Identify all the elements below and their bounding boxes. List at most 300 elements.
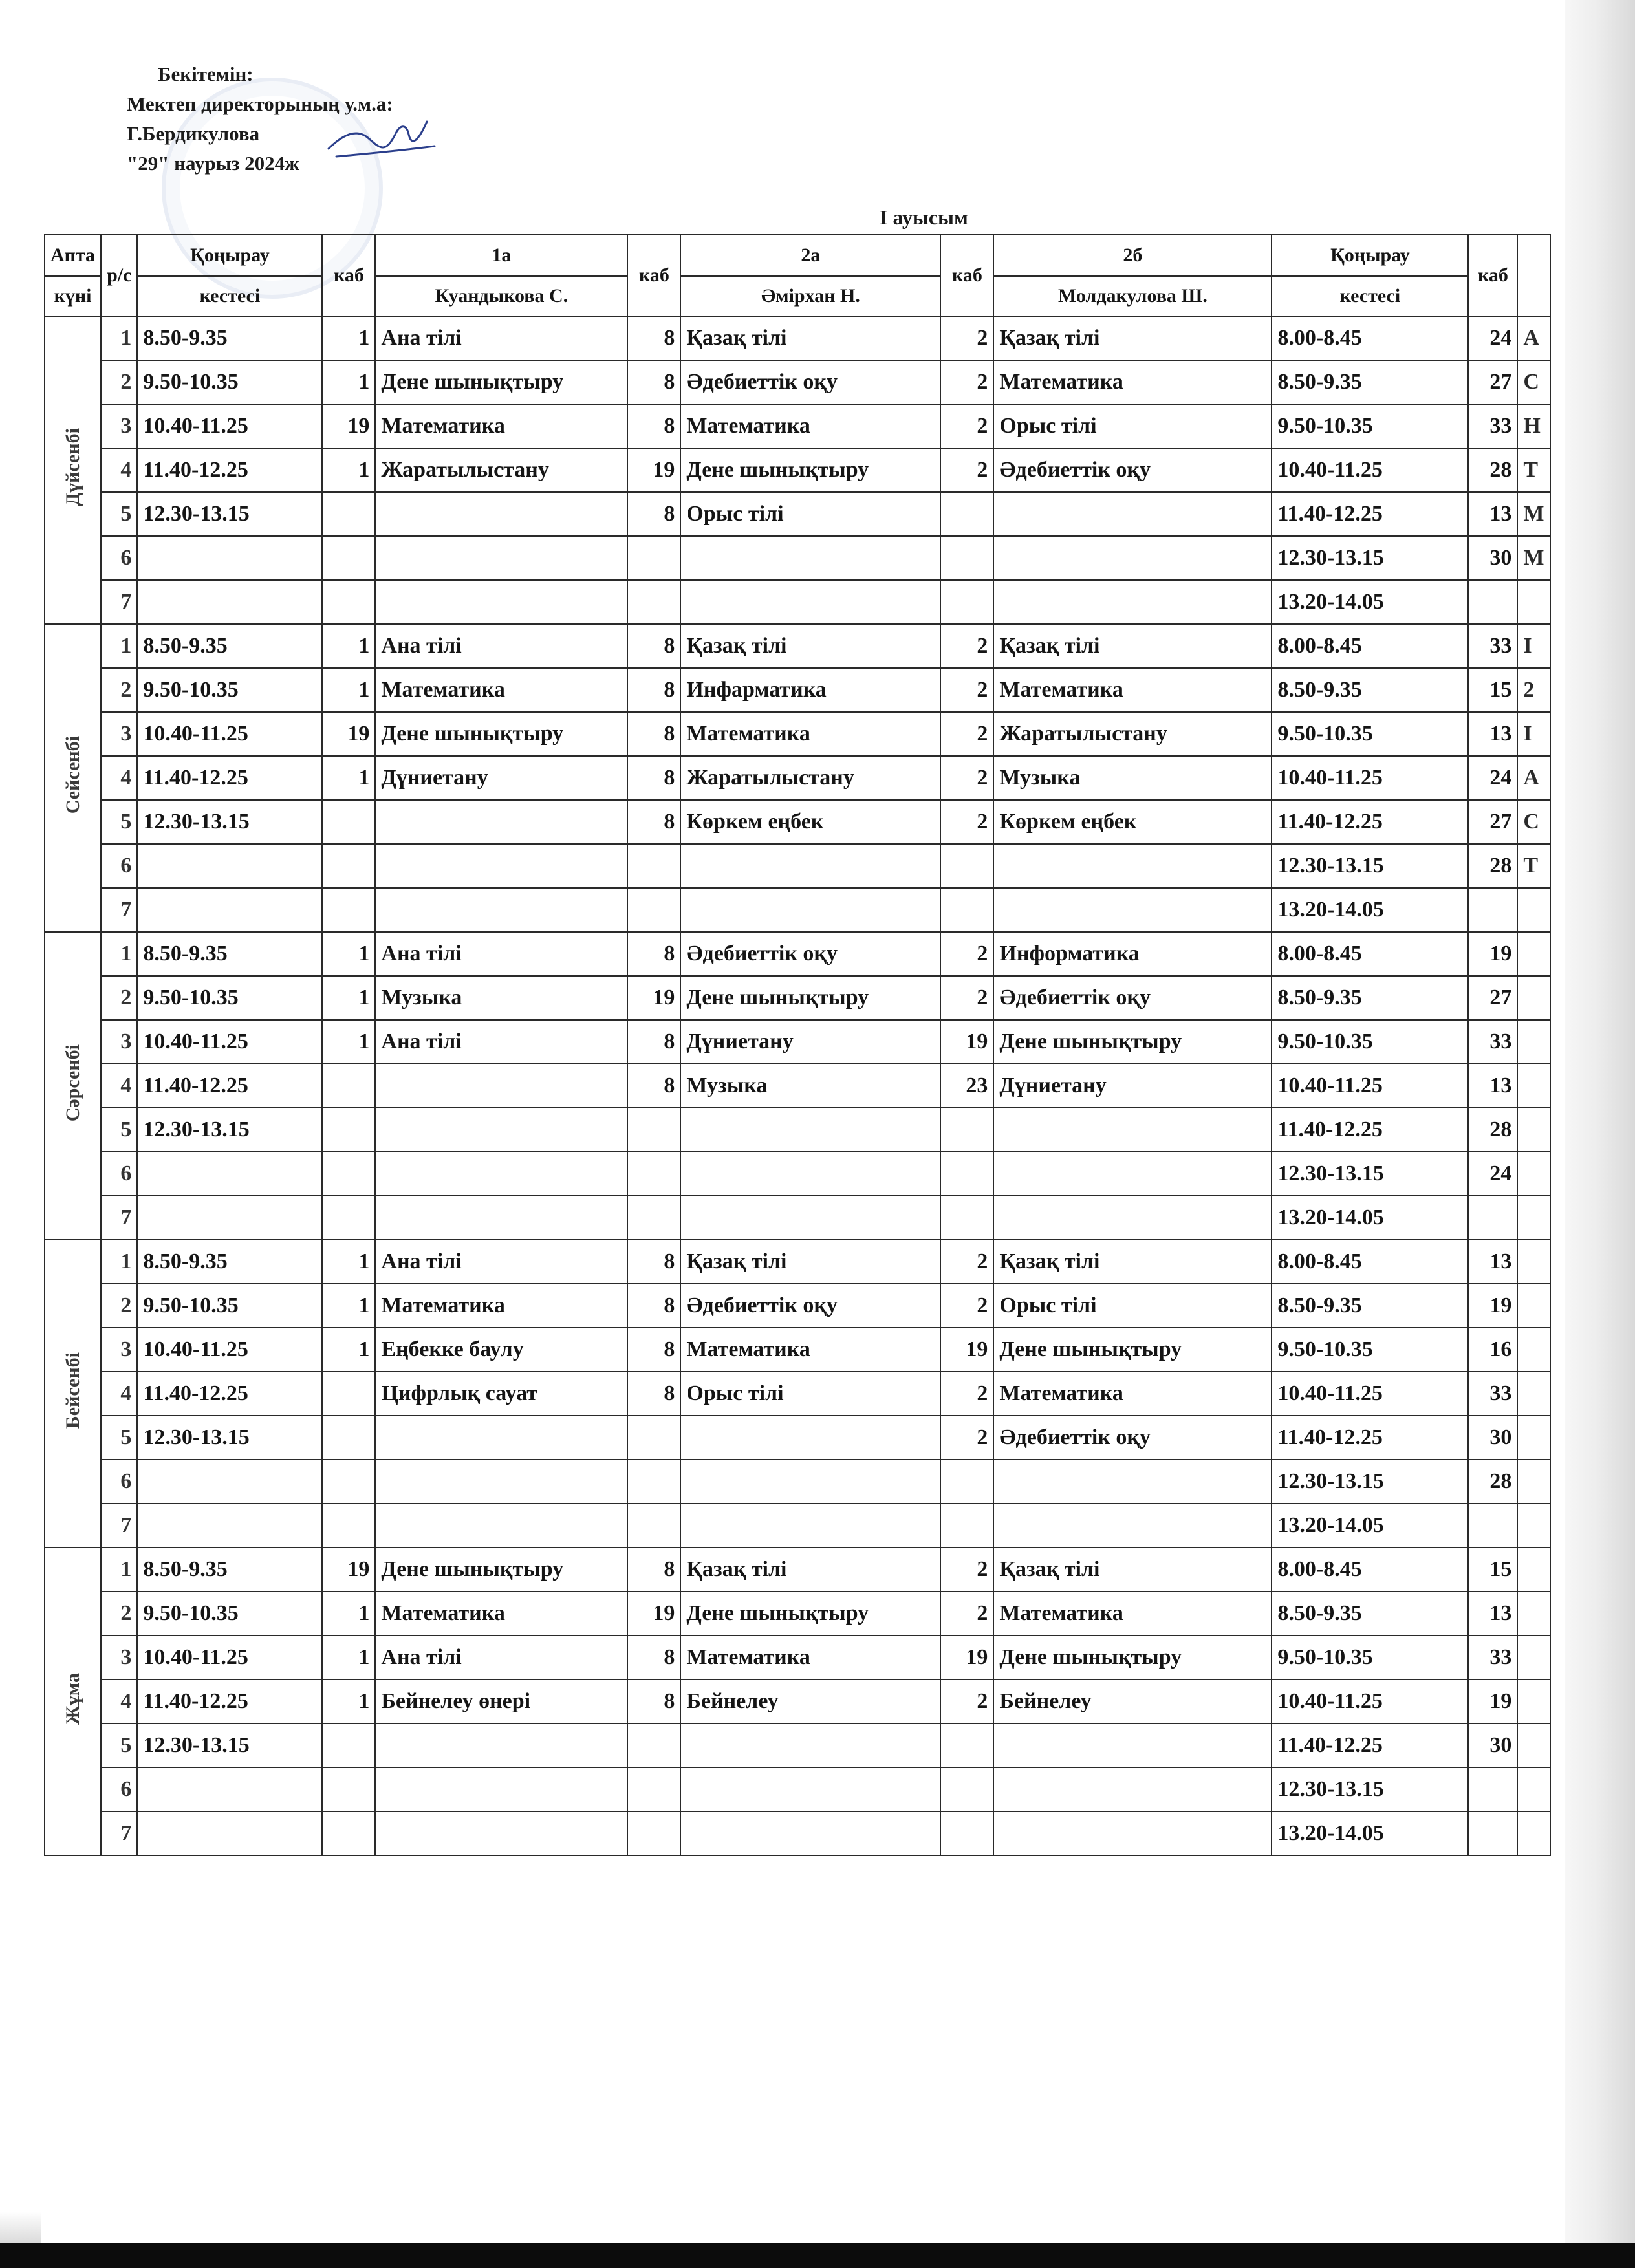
subject-2a: Дене шынықтыру [680,976,940,1020]
room-1a [322,1811,375,1855]
subject-2a: Көркем еңбек [680,800,940,844]
header-row-top [45,235,1550,276]
subject-1a [375,1504,627,1548]
room-2a: 8 [627,668,680,712]
room-2a [627,844,680,888]
room-2b: 2 [940,976,993,1020]
scan-bottom-edge [0,2243,1635,2268]
room-2b: 2 [940,756,993,800]
subject-2b [993,1504,1272,1548]
room-2a [627,1196,680,1240]
lesson-number: 1 [101,1548,137,1592]
subject-next [1517,1636,1550,1679]
bell-time: 8.50-9.35 [137,1548,322,1592]
room-next: 16 [1468,1328,1517,1372]
room-2b [940,536,993,580]
day-name-cell [45,1240,101,1548]
room-2a [627,580,680,624]
room-2b [940,492,993,536]
subject-2a: Математика [680,404,940,448]
subject-1a: Ана тілі [375,624,627,668]
subject-next: А [1517,756,1550,800]
lesson-number: 2 [101,976,137,1020]
subject-2b: Әдебиеттік оқу [993,1416,1272,1460]
bell-time-2: 12.30-13.15 [1272,1152,1468,1196]
bell-time: 9.50-10.35 [137,360,322,404]
room-2b: 23 [940,1064,993,1108]
table-row [45,668,1550,712]
room-next: 28 [1468,1460,1517,1504]
bell-time: 12.30-13.15 [137,492,322,536]
lesson-number: 6 [101,1460,137,1504]
subject-2a [680,580,940,624]
subject-1a: Бейнелеу өнері [375,1679,627,1723]
subject-2a: Дүниетану [680,1020,940,1064]
room-next: 13 [1468,1064,1517,1108]
lesson-number: 7 [101,1811,137,1855]
subject-1a: Математика [375,404,627,448]
subject-1a: Математика [375,1284,627,1328]
table-row [45,404,1550,448]
room-next: 28 [1468,448,1517,492]
room-next: 28 [1468,1108,1517,1152]
bell-time-2: 11.40-12.25 [1272,1723,1468,1767]
room-next: 13 [1468,1240,1517,1284]
bell-time: 8.50-9.35 [137,316,322,360]
subject-1a [375,1152,627,1196]
room-1a [322,580,375,624]
header-row-bottom [45,276,1550,316]
room-1a: 1 [322,976,375,1020]
table-row [45,1152,1550,1196]
bell-time [137,1767,322,1811]
table-row [45,1811,1550,1855]
table-row [45,1504,1550,1548]
room-1a: 1 [322,932,375,976]
bell-time [137,536,322,580]
room-2b: 2 [940,448,993,492]
table-row [45,1064,1550,1108]
room-next: 24 [1468,1152,1517,1196]
subject-next: М [1517,536,1550,580]
room-1a: 1 [322,1284,375,1328]
subject-1a: Ана тілі [375,316,627,360]
subject-2b: Қазақ тілі [993,624,1272,668]
subject-2b: Дүниетану [993,1064,1272,1108]
subject-2a: Жаратылыстану [680,756,940,800]
bell-time: 10.40-11.25 [137,1020,322,1064]
subject-1a: Ана тілі [375,932,627,976]
lesson-number: 6 [101,1767,137,1811]
subject-2b [993,1108,1272,1152]
subject-2a [680,1416,940,1460]
subject-1a: Музыка [375,976,627,1020]
subject-1a: Математика [375,1592,627,1636]
lesson-number: 6 [101,536,137,580]
room-2a: 8 [627,404,680,448]
room-next: 27 [1468,800,1517,844]
lesson-number: 4 [101,1372,137,1416]
bell-time-2: 8.50-9.35 [1272,976,1468,1020]
subject-next: Т [1517,448,1550,492]
subject-2b: Көркем еңбек [993,800,1272,844]
subject-next: Н [1517,404,1550,448]
bell-time-2: 10.40-11.25 [1272,1679,1468,1723]
subject-2b: Дене шынықтыру [993,1020,1272,1064]
lesson-number: 5 [101,1723,137,1767]
scan-right-edge [1565,0,1635,2268]
header-class-1a: 1а [375,235,627,276]
room-2a: 8 [627,756,680,800]
subject-1a: Ана тілі [375,1020,627,1064]
subject-2a [680,1152,940,1196]
bell-time: 9.50-10.35 [137,1592,322,1636]
room-next: 19 [1468,1679,1517,1723]
room-next: 28 [1468,844,1517,888]
subject-2a [680,1723,940,1767]
subject-next [1517,976,1550,1020]
lesson-number: 3 [101,1020,137,1064]
room-next [1468,888,1517,932]
day-name: Жұма [61,1672,83,1725]
room-2a [627,1723,680,1767]
room-2b: 2 [940,1240,993,1284]
subject-next [1517,1679,1550,1723]
day-name-cell [45,932,101,1240]
room-next: 33 [1468,1372,1517,1416]
lesson-number: 3 [101,404,137,448]
room-next: 30 [1468,536,1517,580]
subject-2a: Орыс тілі [680,492,940,536]
lesson-number: 7 [101,1196,137,1240]
timetable [44,234,1551,1856]
bell-time-2: 10.40-11.25 [1272,1372,1468,1416]
subject-1a [375,580,627,624]
day-name: Дүйсенбі [61,428,83,506]
room-2b: 2 [940,1284,993,1328]
room-1a: 1 [322,756,375,800]
subject-2a: Музыка [680,1064,940,1108]
subject-1a [375,492,627,536]
room-2b: 19 [940,1636,993,1679]
subject-2b [993,844,1272,888]
lesson-number: 5 [101,1108,137,1152]
day-name: Сейсенбі [61,736,83,814]
room-2b: 2 [940,668,993,712]
table-row [45,1767,1550,1811]
room-2a: 8 [627,932,680,976]
table-row [45,316,1550,360]
subject-2b: Жаратылыстану [993,712,1272,756]
approval-line-approve: Бекітемін: [158,63,254,85]
room-next [1468,1504,1517,1548]
subject-2a: Қазақ тілі [680,316,940,360]
bell-time-2: 13.20-14.05 [1272,1811,1468,1855]
subject-1a [375,1460,627,1504]
bell-time: 10.40-11.25 [137,1636,322,1679]
bell-time-2: 8.50-9.35 [1272,360,1468,404]
subject-2b: Музыка [993,756,1272,800]
bell-time [137,1196,322,1240]
header-cut-blank [1517,235,1550,316]
room-2b [940,1811,993,1855]
bell-time-2: 8.50-9.35 [1272,1284,1468,1328]
room-2b: 2 [940,800,993,844]
subject-1a [375,1416,627,1460]
room-1a: 1 [322,1240,375,1284]
subject-next [1517,1460,1550,1504]
room-1a: 1 [322,624,375,668]
bell-time: 9.50-10.35 [137,668,322,712]
table-row [45,932,1550,976]
room-2a [627,1108,680,1152]
room-next: 27 [1468,360,1517,404]
subject-1a: Дене шынықтыру [375,360,627,404]
subject-1a [375,844,627,888]
bell-time-2: 12.30-13.15 [1272,1767,1468,1811]
subject-next: М [1517,492,1550,536]
subject-2a [680,1504,940,1548]
room-1a [322,1723,375,1767]
bell-time-2: 13.20-14.05 [1272,1196,1468,1240]
subject-next [1517,1284,1550,1328]
lesson-number: 3 [101,712,137,756]
room-next: 33 [1468,1636,1517,1679]
bell-time: 11.40-12.25 [137,756,322,800]
room-1a [322,1108,375,1152]
subject-next [1517,1240,1550,1284]
bell-time [137,580,322,624]
table-row [45,492,1550,536]
lesson-number: 1 [101,932,137,976]
room-2b: 2 [940,1679,993,1723]
lesson-number: 6 [101,844,137,888]
subject-1a: Ана тілі [375,1636,627,1679]
room-2a: 8 [627,360,680,404]
subject-2a [680,844,940,888]
subject-2a [680,1460,940,1504]
room-1a [322,1372,375,1416]
room-2b [940,844,993,888]
lesson-number: 7 [101,888,137,932]
room-2a: 19 [627,976,680,1020]
room-2b: 2 [940,1416,993,1460]
subject-2b [993,1196,1272,1240]
room-1a [322,1064,375,1108]
room-next: 15 [1468,1548,1517,1592]
room-1a [322,1416,375,1460]
bell-time: 12.30-13.15 [137,800,322,844]
bell-time: 12.30-13.15 [137,1416,322,1460]
bell-time: 10.40-11.25 [137,1328,322,1372]
subject-1a [375,1811,627,1855]
table-row [45,360,1550,404]
subject-2b: Дене шынықтыру [993,1636,1272,1679]
subject-1a: Дене шынықтыру [375,1548,627,1592]
day-name: Бейсенбі [61,1352,83,1429]
day-name-cell [45,316,101,624]
room-2a [627,1767,680,1811]
subject-2b: Әдебиеттік оқу [993,448,1272,492]
bell-time-2: 9.50-10.35 [1272,404,1468,448]
room-1a [322,800,375,844]
room-2b: 2 [940,360,993,404]
room-next: 13 [1468,712,1517,756]
lesson-number: 4 [101,1679,137,1723]
bell-time: 12.30-13.15 [137,1723,322,1767]
room-2b [940,1504,993,1548]
subject-next [1517,1152,1550,1196]
table-row [45,1723,1550,1767]
subject-next [1517,1108,1550,1152]
subject-next [1517,1767,1550,1811]
bell-time-2: 10.40-11.25 [1272,756,1468,800]
subject-next [1517,1328,1550,1372]
lesson-number: 1 [101,624,137,668]
subject-2a: Әдебиеттік оқу [680,360,940,404]
subject-1a [375,1767,627,1811]
room-1a: 1 [322,1020,375,1064]
lesson-number: 7 [101,1504,137,1548]
lesson-number: 2 [101,360,137,404]
approval-line-date: "29" наурыз 2024ж [127,152,299,175]
bell-time-2: 12.30-13.15 [1272,536,1468,580]
header-day-a: Апта [45,235,101,276]
bell-time-2: 10.40-11.25 [1272,448,1468,492]
bell-time-2: 8.00-8.45 [1272,1548,1468,1592]
room-2a: 8 [627,800,680,844]
subject-1a: Жаратылыстану [375,448,627,492]
subject-next: Т [1517,844,1550,888]
bell-time-2: 9.50-10.35 [1272,712,1468,756]
room-2a: 8 [627,316,680,360]
header-bell2-b: кестесі [1272,276,1468,316]
table-row [45,624,1550,668]
room-2b: 19 [940,1328,993,1372]
room-2a: 8 [627,1636,680,1679]
table-row [45,800,1550,844]
bell-time-2: 9.50-10.35 [1272,1328,1468,1372]
room-1a: 1 [322,1592,375,1636]
room-next: 33 [1468,624,1517,668]
table-row [45,1679,1550,1723]
bell-time-2: 8.00-8.45 [1272,932,1468,976]
bell-time-2: 8.00-8.45 [1272,1240,1468,1284]
bell-time [137,844,322,888]
subject-2a [680,536,940,580]
room-2b: 2 [940,1548,993,1592]
bell-time [137,1460,322,1504]
subject-2b: Дене шынықтыру [993,1328,1272,1372]
lesson-number: 1 [101,316,137,360]
day-name-cell [45,1548,101,1855]
bell-time-2: 11.40-12.25 [1272,492,1468,536]
subject-2b [993,1723,1272,1767]
table-row [45,756,1550,800]
room-2a: 19 [627,448,680,492]
subject-1a [375,1108,627,1152]
lesson-number: 4 [101,448,137,492]
subject-next [1517,1504,1550,1548]
lesson-number: 7 [101,580,137,624]
subject-1a: Математика [375,668,627,712]
room-2a [627,536,680,580]
bell-time-2: 8.50-9.35 [1272,1592,1468,1636]
subject-2a: Орыс тілі [680,1372,940,1416]
header-class-2b: 2б [993,235,1272,276]
subject-2a: Дене шынықтыру [680,1592,940,1636]
subject-2b [993,1811,1272,1855]
room-next: 33 [1468,1020,1517,1064]
room-next: 13 [1468,492,1517,536]
subject-next [1517,1416,1550,1460]
table-row [45,448,1550,492]
subject-next [1517,1064,1550,1108]
bell-time-2: 12.30-13.15 [1272,1460,1468,1504]
bell-time-2: 11.40-12.25 [1272,1416,1468,1460]
room-next: 24 [1468,316,1517,360]
table-row [45,1636,1550,1679]
room-2b: 2 [940,1592,993,1636]
day-name: Сәрсенбі [61,1044,83,1122]
header-room-2b: каб [940,235,993,316]
subject-next [1517,1196,1550,1240]
bell-time-2: 9.50-10.35 [1272,1020,1468,1064]
subject-2b: Бейнелеу [993,1679,1272,1723]
subject-1a [375,1723,627,1767]
lesson-number: 3 [101,1328,137,1372]
table-row [45,976,1550,1020]
bell-time: 8.50-9.35 [137,624,322,668]
table-row [45,1460,1550,1504]
bell-time [137,888,322,932]
timetable-body [45,316,1550,1855]
bell-time-2: 13.20-14.05 [1272,888,1468,932]
bell-time [137,1811,322,1855]
subject-1a: Дене шынықтыру [375,712,627,756]
room-1a: 1 [322,1328,375,1372]
bell-time-2: 13.20-14.05 [1272,1504,1468,1548]
subject-next: I [1517,624,1550,668]
room-2b [940,888,993,932]
room-2a [627,1460,680,1504]
bell-time-2: 11.40-12.25 [1272,800,1468,844]
bell-time: 12.30-13.15 [137,1108,322,1152]
header-class-2a: 2а [680,235,940,276]
lesson-number: 4 [101,1064,137,1108]
room-2a: 19 [627,1592,680,1636]
room-next: 15 [1468,668,1517,712]
room-next: 19 [1468,932,1517,976]
subject-2b [993,1767,1272,1811]
room-2b: 2 [940,316,993,360]
bell-time: 8.50-9.35 [137,1240,322,1284]
room-2a [627,888,680,932]
room-1a [322,844,375,888]
subject-2b: Қазақ тілі [993,1548,1272,1592]
subject-next: С [1517,800,1550,844]
subject-2a: Инфарматика [680,668,940,712]
table-row [45,536,1550,580]
table-row [45,1020,1550,1064]
header-bell-a: Қоңырау [137,235,322,276]
room-2b: 2 [940,624,993,668]
bell-time: 9.50-10.35 [137,976,322,1020]
room-2b [940,1767,993,1811]
room-2b: 2 [940,404,993,448]
bell-time-2: 13.20-14.05 [1272,580,1468,624]
room-1a: 1 [322,1636,375,1679]
